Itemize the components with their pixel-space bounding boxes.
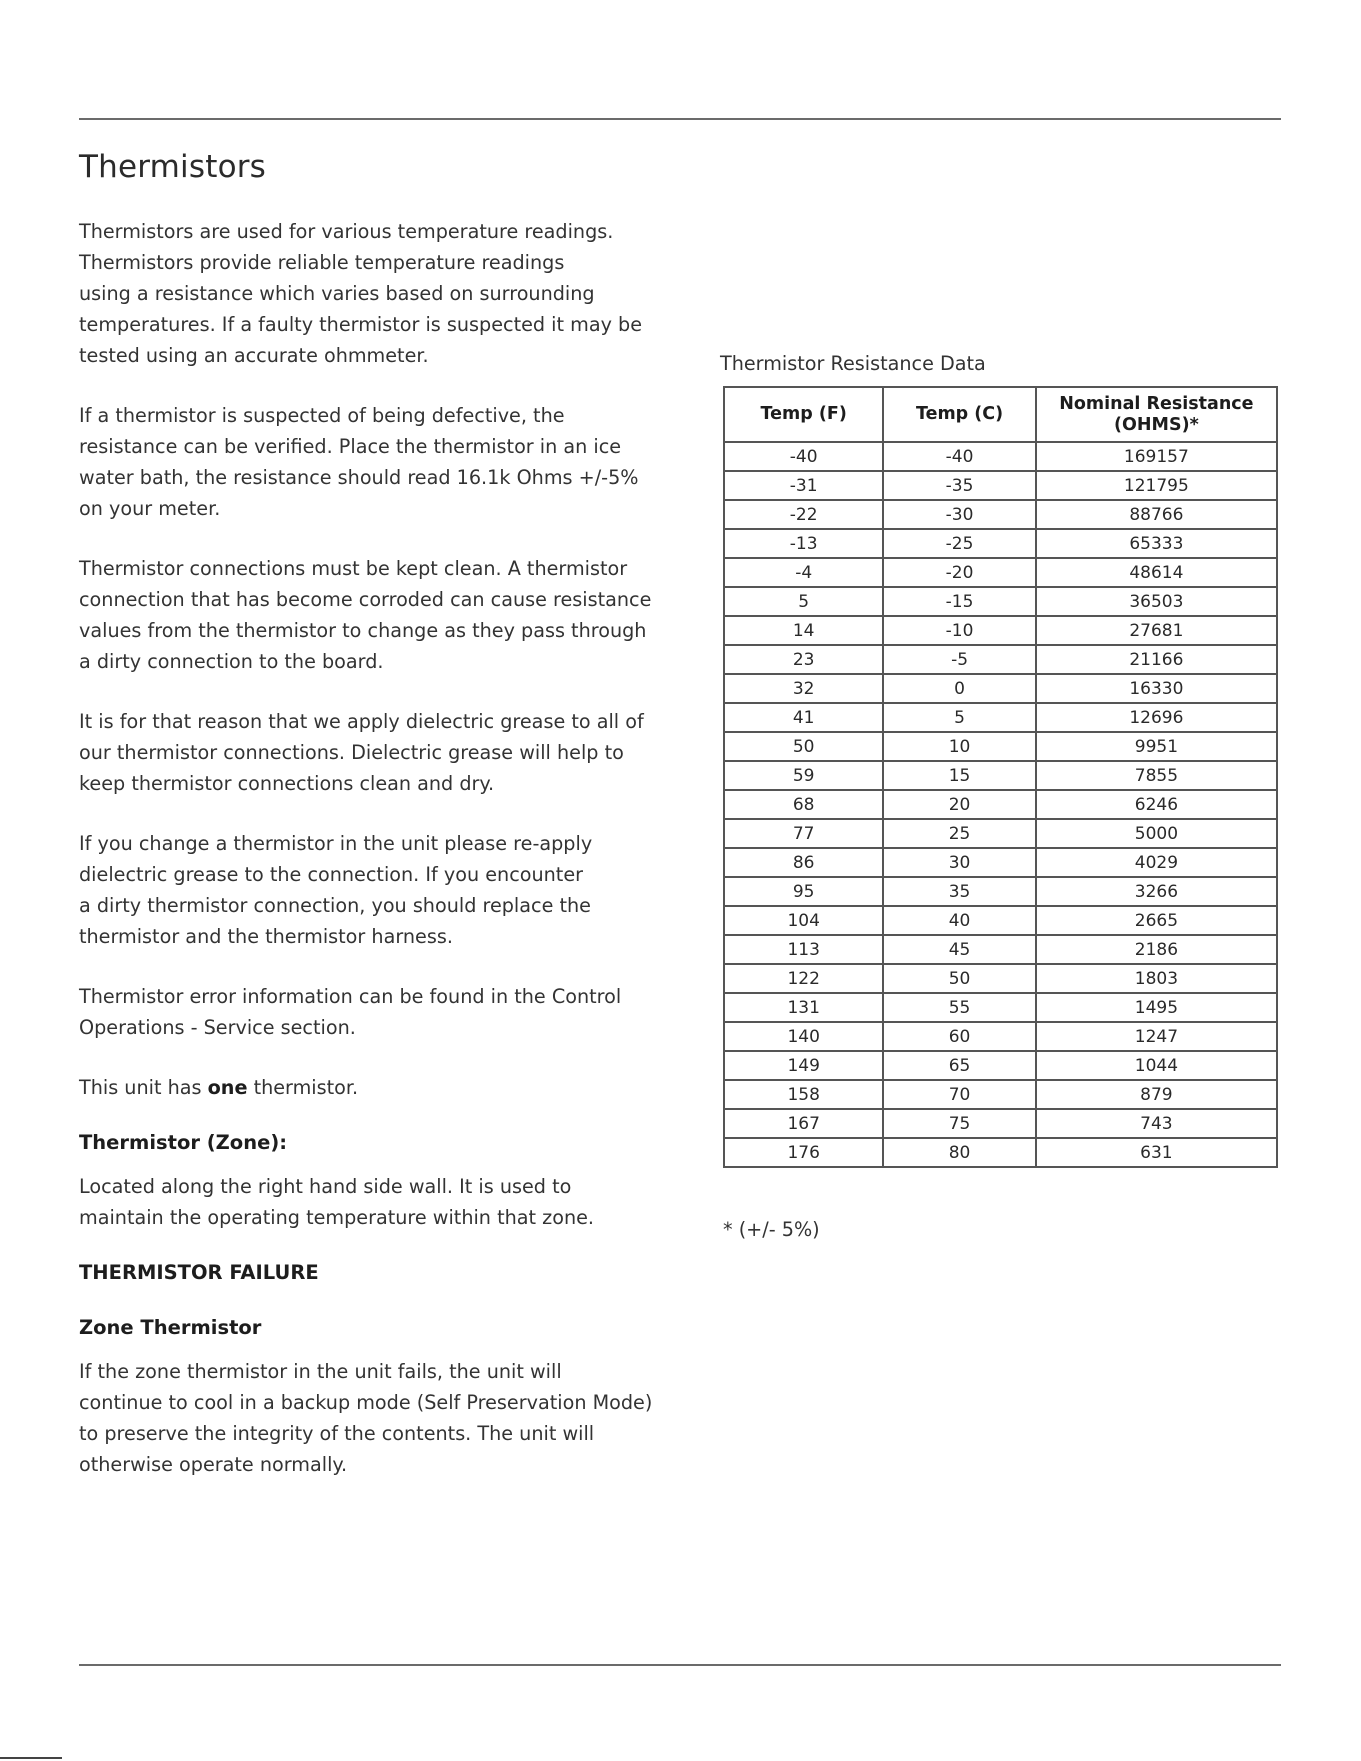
table-row: [724, 703, 1277, 732]
table-row: [724, 529, 1277, 558]
cell-temp-c: 30: [883, 848, 1035, 877]
table-row: [724, 848, 1277, 877]
thermistor-count: one: [207, 1076, 248, 1099]
table-row: [724, 790, 1277, 819]
text-line: keep thermistor connections clean and dry.: [79, 772, 495, 795]
intro-paragraph: [79, 216, 659, 371]
text-line: water bath, the resistance should read 16.1k Ohms +/-5%: [79, 466, 639, 489]
table-row: [724, 761, 1277, 790]
table-row: [724, 964, 1277, 993]
cell-temp-c: 0: [883, 674, 1035, 703]
cell-temp-f: 77: [724, 819, 883, 848]
cell-resistance: 36503: [1036, 587, 1277, 616]
cell-temp-c: 80: [883, 1138, 1035, 1167]
header-temp-c: Temp (C): [883, 387, 1035, 442]
connections-paragraph: [79, 553, 659, 677]
cell-temp-c: 70: [883, 1080, 1035, 1109]
cell-resistance: 9951: [1036, 732, 1277, 761]
text-line: If the zone thermistor in the unit fails, the unit will: [79, 1360, 562, 1383]
bottom-rule: [79, 1664, 1281, 1666]
cell-temp-f: 167: [724, 1109, 883, 1138]
cell-temp-f: 5: [724, 587, 883, 616]
text-line: connection that has become corroded can cause resistance: [79, 588, 652, 611]
cell-temp-f: 131: [724, 993, 883, 1022]
cell-temp-f: 104: [724, 906, 883, 935]
cell-resistance: 6246: [1036, 790, 1277, 819]
cell-temp-f: 59: [724, 761, 883, 790]
cell-temp-f: 140: [724, 1022, 883, 1051]
cell-temp-f: 122: [724, 964, 883, 993]
table-caption: Thermistor Resistance Data: [720, 352, 986, 375]
table-body: [724, 442, 1277, 1167]
table-row: [724, 1080, 1277, 1109]
table-row: [724, 819, 1277, 848]
cell-resistance: 65333: [1036, 529, 1277, 558]
text-line: a dirty connection to the board.: [79, 650, 384, 673]
cell-temp-f: -31: [724, 471, 883, 500]
table-row: [724, 1022, 1277, 1051]
table-row: [724, 645, 1277, 674]
cell-temp-f: 113: [724, 935, 883, 964]
cell-resistance: 1495: [1036, 993, 1277, 1022]
cell-temp-f: 149: [724, 1051, 883, 1080]
cell-temp-c: 40: [883, 906, 1035, 935]
cell-resistance: 4029: [1036, 848, 1277, 877]
top-rule: [79, 118, 1281, 120]
header-nominal-resistance: Nominal Resistance (OHMS)*: [1036, 387, 1277, 442]
cell-temp-c: 75: [883, 1109, 1035, 1138]
text-line: Thermistor error information can be found in the Control: [79, 985, 622, 1008]
defect-test-paragraph: [79, 400, 659, 524]
cell-temp-f: 32: [724, 674, 883, 703]
zone-thermistor-failure-heading: Zone Thermistor: [79, 1316, 262, 1339]
cell-resistance: 21166: [1036, 645, 1277, 674]
text-line: If you change a thermistor in the unit please re-apply: [79, 832, 593, 855]
cell-temp-f: 50: [724, 732, 883, 761]
cell-temp-f: 158: [724, 1080, 883, 1109]
left-column: [79, 216, 659, 1480]
cell-resistance: 879: [1036, 1080, 1277, 1109]
cell-temp-c: 50: [883, 964, 1035, 993]
cell-temp-c: 15: [883, 761, 1035, 790]
cell-temp-c: 20: [883, 790, 1035, 819]
cell-resistance: 1044: [1036, 1051, 1277, 1080]
cell-temp-f: 86: [724, 848, 883, 877]
text-line: our thermistor connections. Dielectric grease will help to: [79, 741, 624, 764]
table-row: [724, 674, 1277, 703]
cell-temp-f: 68: [724, 790, 883, 819]
cell-resistance: 1247: [1036, 1022, 1277, 1051]
page-title: Thermistors: [79, 149, 267, 185]
dielectric-grease-paragraph: [79, 706, 659, 799]
cell-resistance: 121795: [1036, 471, 1277, 500]
text-line: otherwise operate normally.: [79, 1453, 348, 1476]
table-row: [724, 1051, 1277, 1080]
cell-temp-c: 25: [883, 819, 1035, 848]
error-info-paragraph: [79, 981, 659, 1043]
failure-paragraph: [79, 1356, 659, 1480]
text-line: continue to cool in a backup mode (Self Preservation Mode): [79, 1391, 653, 1414]
cell-resistance: 1803: [1036, 964, 1277, 993]
cell-temp-c: 55: [883, 993, 1035, 1022]
cell-resistance: 2665: [1036, 906, 1277, 935]
cell-temp-c: 60: [883, 1022, 1035, 1051]
cell-temp-c: -30: [883, 500, 1035, 529]
cell-temp-f: 14: [724, 616, 883, 645]
table-row: [724, 471, 1277, 500]
cell-temp-c: -35: [883, 471, 1035, 500]
table-row: [724, 732, 1277, 761]
table-row: [724, 616, 1277, 645]
table-row: [724, 935, 1277, 964]
cell-temp-c: -10: [883, 616, 1035, 645]
replacement-paragraph: [79, 828, 659, 952]
cell-resistance: 88766: [1036, 500, 1277, 529]
table-row: [724, 1138, 1277, 1167]
table-header-row: [724, 387, 1277, 442]
text-line: temperatures. If a faulty thermistor is suspected it may be: [79, 313, 643, 336]
cell-temp-f: 176: [724, 1138, 883, 1167]
thermistor-count-paragraph: This unit has one thermistor.: [79, 1076, 359, 1099]
text-line: to preserve the integrity of the contents. The unit will: [79, 1422, 595, 1445]
failure-heading: THERMISTOR FAILURE: [79, 1261, 319, 1284]
cell-resistance: 743: [1036, 1109, 1277, 1138]
text-line: a dirty thermistor connection, you should replace the: [79, 894, 591, 917]
scan-mark: [0, 1757, 62, 1759]
text-line: thermistor and the thermistor harness.: [79, 925, 453, 948]
cell-resistance: 27681: [1036, 616, 1277, 645]
resistance-table: [723, 386, 1278, 1168]
cell-resistance: 16330: [1036, 674, 1277, 703]
cell-resistance: 5000: [1036, 819, 1277, 848]
table-row: [724, 906, 1277, 935]
text-line: on your meter.: [79, 497, 221, 520]
cell-temp-f: -13: [724, 529, 883, 558]
text-line: Thermistors are used for various temperature readings.: [79, 220, 614, 243]
cell-temp-c: 35: [883, 877, 1035, 906]
zone-location-paragraph: [79, 1171, 659, 1233]
text-line: It is for that reason that we apply dielectric grease to all of: [79, 710, 644, 733]
table-row: [724, 1109, 1277, 1138]
cell-temp-f: -40: [724, 442, 883, 471]
text-line: If a thermistor is suspected of being defective, the: [79, 404, 565, 427]
table-row: [724, 442, 1277, 471]
cell-temp-f: 23: [724, 645, 883, 674]
header-temp-f: Temp (F): [724, 387, 883, 442]
table-row: [724, 558, 1277, 587]
cell-temp-c: 10: [883, 732, 1035, 761]
text-line: values from the thermistor to change as they pass through: [79, 619, 647, 642]
cell-resistance: 48614: [1036, 558, 1277, 587]
cell-temp-c: 65: [883, 1051, 1035, 1080]
text-line: dielectric grease to the connection. If you encounter: [79, 863, 584, 886]
zone-thermistor-heading: Thermistor (Zone):: [79, 1131, 288, 1154]
text-line: using a resistance which varies based on surrounding: [79, 282, 595, 305]
cell-resistance: 12696: [1036, 703, 1277, 732]
text-line: maintain the operating temperature within that zone.: [79, 1206, 595, 1229]
cell-temp-f: 41: [724, 703, 883, 732]
cell-temp-c: -25: [883, 529, 1035, 558]
cell-temp-f: 95: [724, 877, 883, 906]
table-row: [724, 877, 1277, 906]
table-footnote: * (+/- 5%): [723, 1218, 820, 1241]
table-row: [724, 993, 1277, 1022]
text-line: Thermistors provide reliable temperature readings: [79, 251, 565, 274]
cell-temp-c: -15: [883, 587, 1035, 616]
cell-resistance: 3266: [1036, 877, 1277, 906]
table-row: [724, 500, 1277, 529]
text-line: Operations - Service section.: [79, 1016, 356, 1039]
cell-temp-f: -4: [724, 558, 883, 587]
text-line: resistance can be verified. Place the thermistor in an ice: [79, 435, 622, 458]
cell-temp-c: -40: [883, 442, 1035, 471]
cell-resistance: 631: [1036, 1138, 1277, 1167]
cell-resistance: 2186: [1036, 935, 1277, 964]
cell-temp-c: -5: [883, 645, 1035, 674]
text-line: tested using an accurate ohmmeter.: [79, 344, 429, 367]
cell-resistance: 169157: [1036, 442, 1277, 471]
cell-temp-c: 45: [883, 935, 1035, 964]
text-line: Thermistor connections must be kept clean. A thermistor: [79, 557, 628, 580]
table-row: [724, 587, 1277, 616]
cell-temp-c: 5: [883, 703, 1035, 732]
text-line: Located along the right hand side wall. It is used to: [79, 1175, 572, 1198]
cell-resistance: 7855: [1036, 761, 1277, 790]
cell-temp-c: -20: [883, 558, 1035, 587]
cell-temp-f: -22: [724, 500, 883, 529]
